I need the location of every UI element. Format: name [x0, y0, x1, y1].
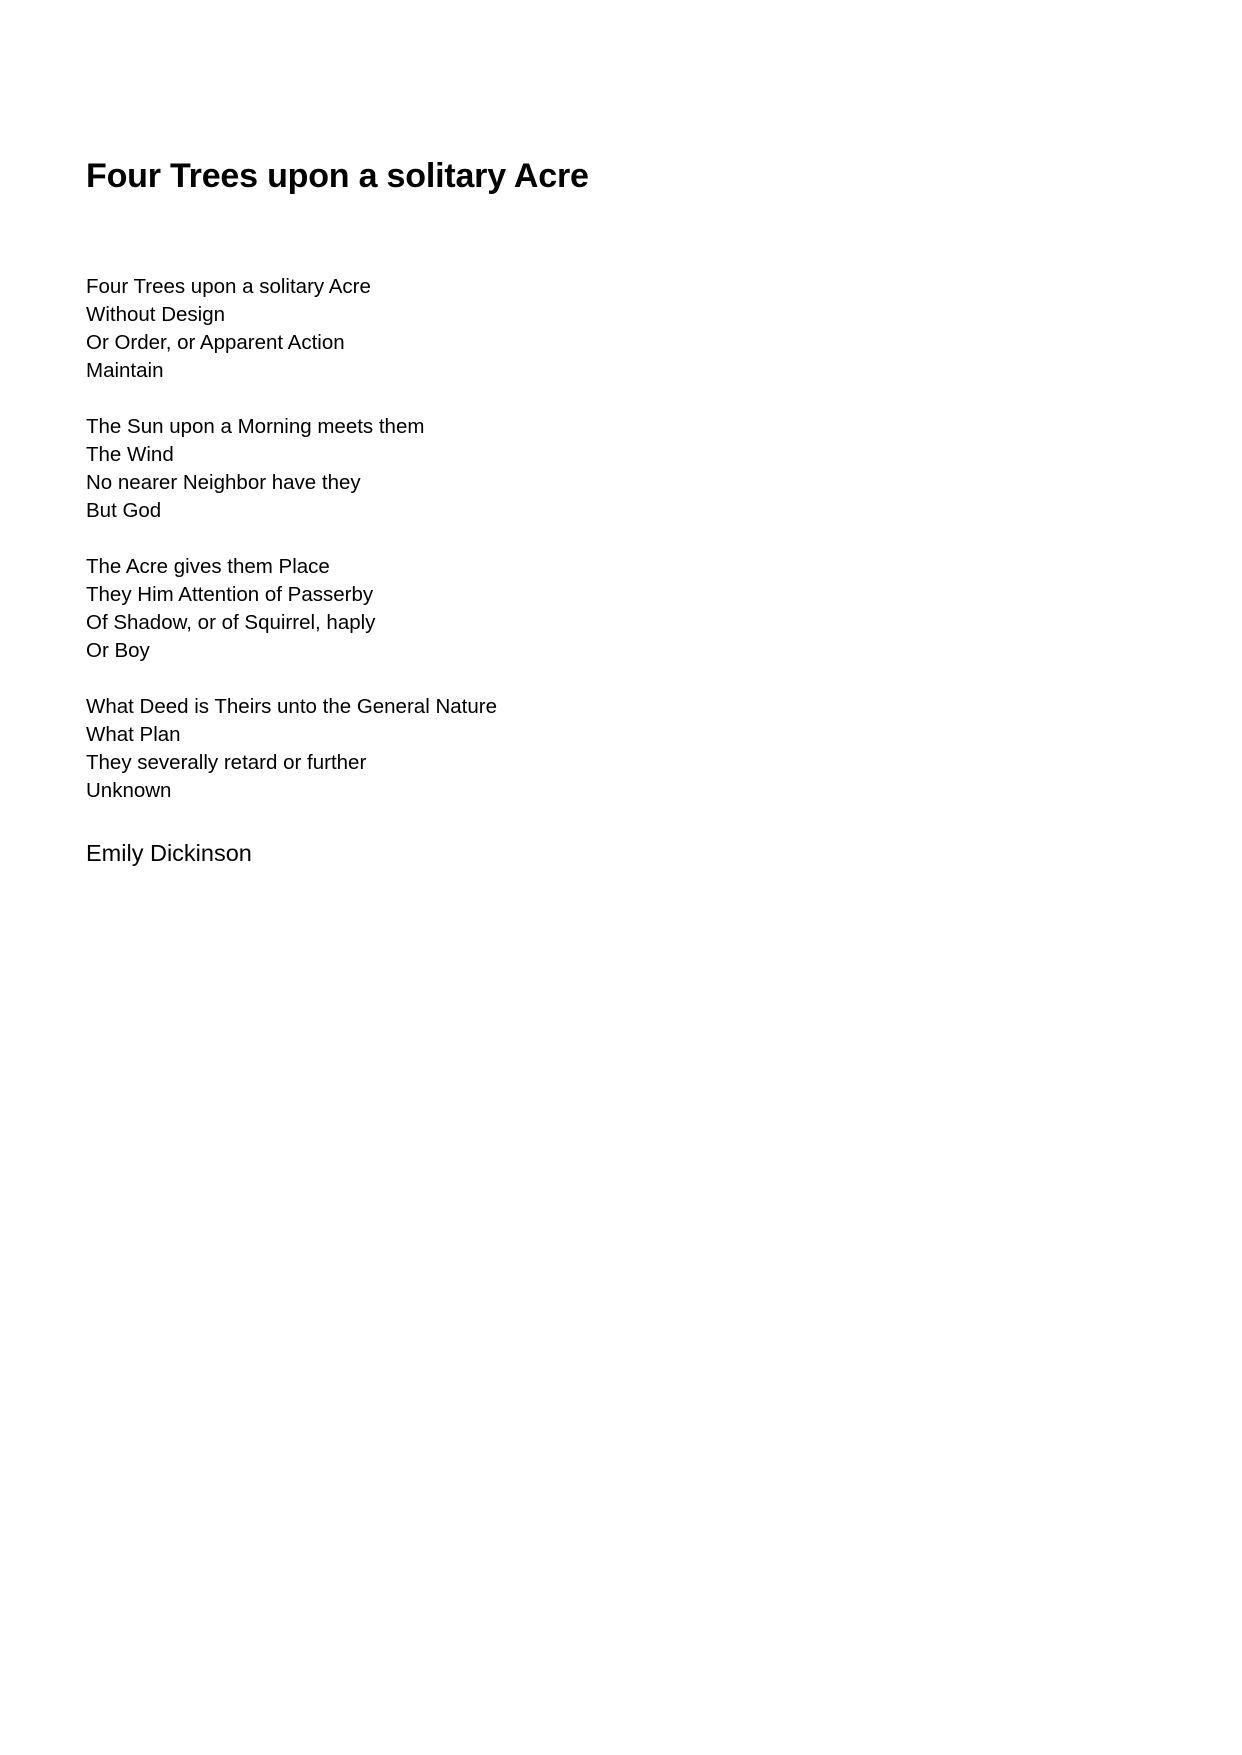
stanza-4 — [86, 693, 986, 805]
poem-line: The Acre gives them Place — [86, 555, 330, 578]
poem-line: They Him Attention of Passerby — [86, 583, 374, 606]
poem-body — [86, 273, 986, 833]
poem-line: Of Shadow, or of Squirrel, haply — [86, 611, 376, 634]
poem-title: Four Trees upon a solitary Acre — [86, 157, 589, 195]
poem-line: Unknown — [86, 779, 172, 802]
poem-line: But God — [86, 499, 162, 522]
poem-line: They severally retard or further — [86, 751, 367, 774]
poem-line: What Plan — [86, 723, 181, 746]
poem-line: No nearer Neighbor have they — [86, 471, 361, 494]
stanza-1 — [86, 273, 986, 385]
poem-line: Four Trees upon a solitary Acre — [86, 275, 371, 298]
author-name: Emily Dickinson — [86, 840, 252, 866]
poem-line: Without Design — [86, 303, 226, 326]
poem-line: The Wind — [86, 443, 174, 466]
stanza-2 — [86, 413, 986, 525]
poem-line: Or Boy — [86, 639, 150, 662]
stanza-3 — [86, 553, 986, 665]
poem-line: What Deed is Theirs unto the General Nature — [86, 695, 497, 718]
poem-line: Or Order, or Apparent Action — [86, 331, 345, 354]
poem-line: Maintain — [86, 359, 164, 382]
poem-line: The Sun upon a Morning meets them — [86, 415, 425, 438]
